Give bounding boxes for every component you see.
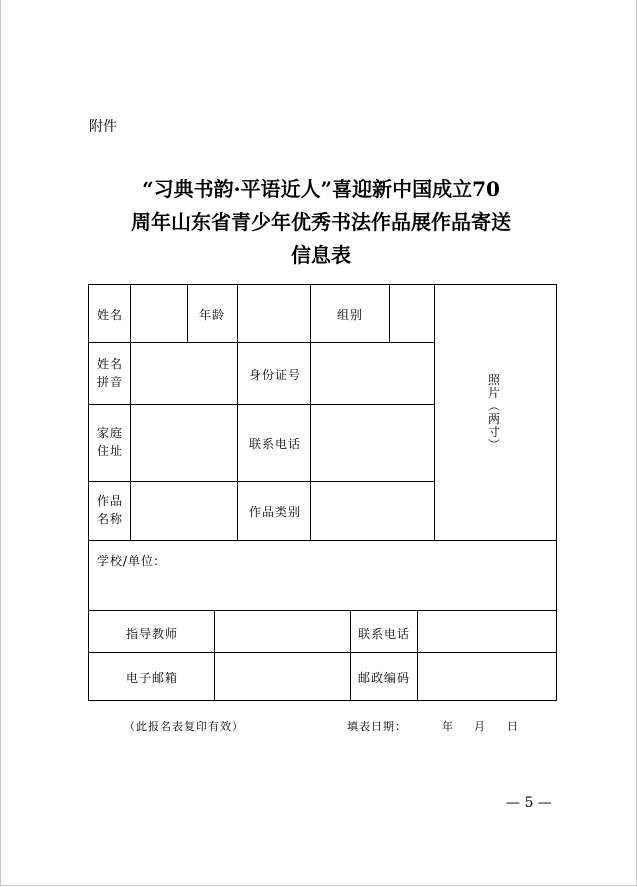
fill-date-month: 月: [474, 720, 486, 733]
label-name: 姓名: [97, 308, 124, 322]
fill-date-label: 填表日期：: [347, 720, 407, 733]
label-postal-code: 邮政编码: [358, 671, 411, 685]
label-id-number: 身份证号: [249, 368, 302, 382]
document-title: [71, 173, 571, 272]
title-line-1: “习典书韵·平语近人”喜迎新中国成立70: [142, 177, 500, 201]
label-home-address: 家庭 住址: [97, 426, 124, 458]
title-line-2: 周年山东省青少年优秀书法作品展作品寄送: [131, 210, 511, 234]
label-teacher: 指导教师: [126, 627, 179, 641]
label-work-name: 作品 名称: [97, 494, 124, 526]
label-teacher-phone: 联系电话: [358, 627, 411, 641]
fill-date-year: 年: [442, 720, 454, 733]
label-age: 年龄: [199, 308, 226, 322]
label-group: 组别: [337, 308, 364, 322]
label-email: 电子邮箱: [126, 671, 179, 685]
photo-placeholder: 照 片 ︵ 两 寸 ︶: [487, 373, 500, 452]
label-name-pinyin: 姓名 拼音: [97, 357, 124, 389]
attachment-label: 附件: [89, 119, 117, 135]
label-work-category: 作品类别: [249, 505, 302, 519]
fill-date-day: 日: [507, 720, 519, 733]
page-number: — 5 —: [506, 795, 552, 811]
label-phone: 联系电话: [249, 437, 302, 451]
footer-note: （此报名表复印有效）: [124, 720, 244, 733]
label-school-unit: 学校/单位:: [97, 554, 160, 568]
info-form-table: [88, 284, 557, 701]
title-line-3: 信息表: [291, 243, 351, 267]
